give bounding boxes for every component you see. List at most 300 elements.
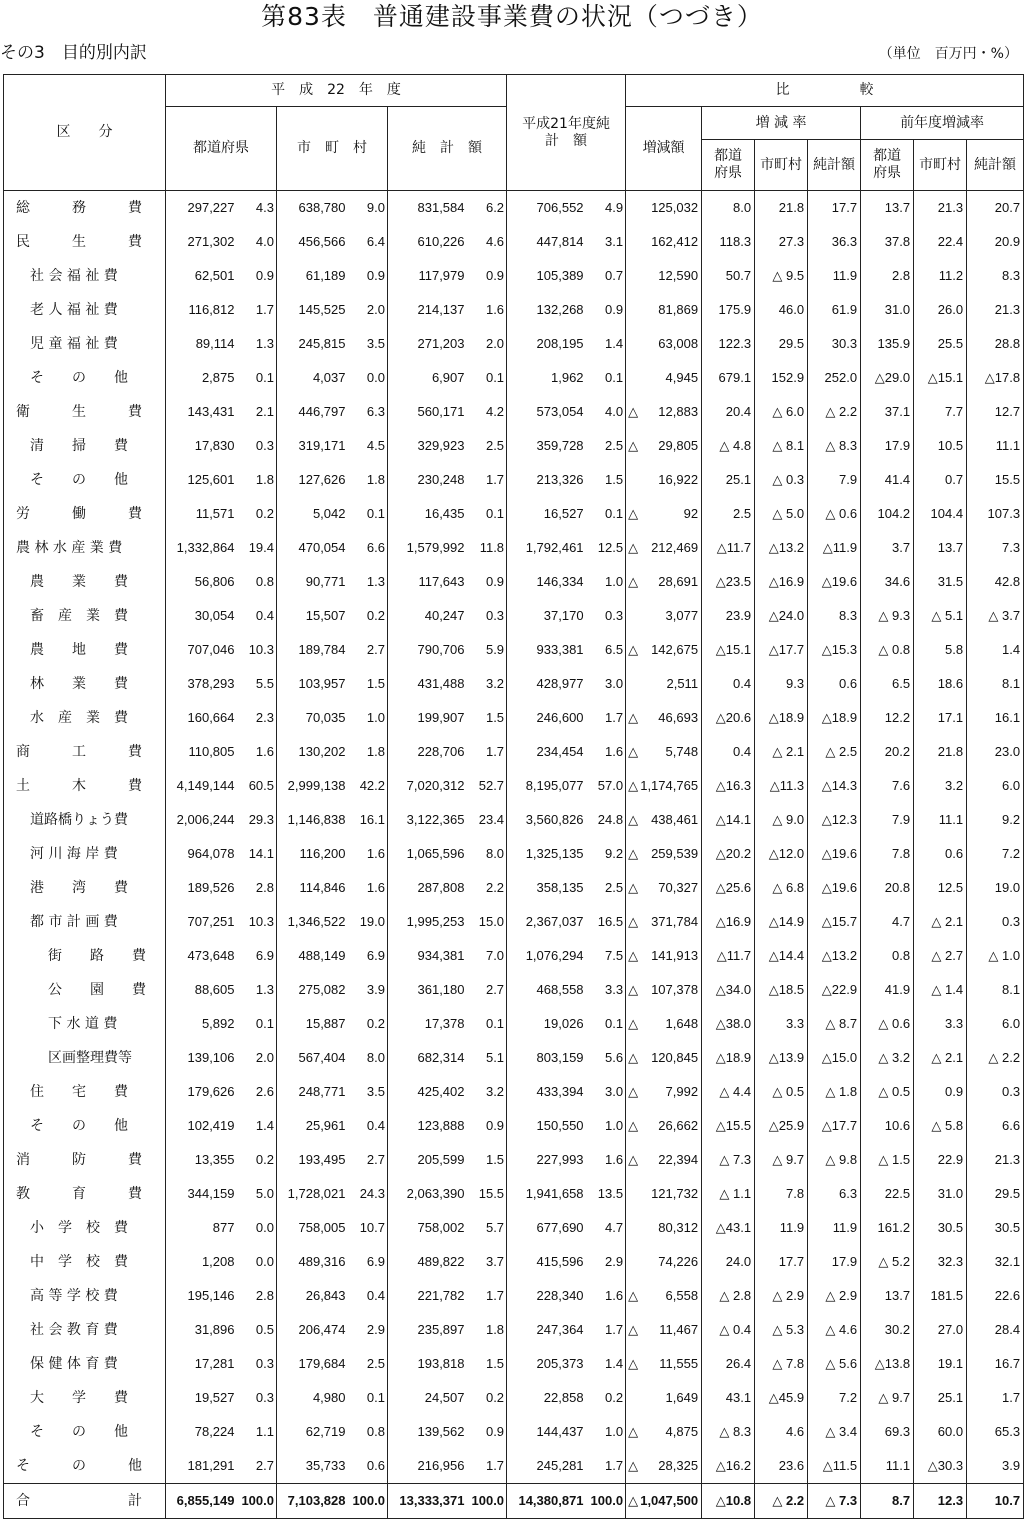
change-amount: 142,675 xyxy=(640,633,702,667)
rate-net: 0.6 xyxy=(808,667,861,701)
muni-amount: 5,042 xyxy=(312,506,346,521)
prev-pref: 4.7 xyxy=(861,905,914,939)
net-amount: 1,065,596 xyxy=(406,846,465,861)
rate-pref: △20.6 xyxy=(702,701,755,735)
rate-pref: △ 2.8 xyxy=(702,1279,755,1313)
pref-share: 19.4 xyxy=(238,531,277,565)
h21-amount: 1,325,135 xyxy=(525,846,584,861)
change-sign xyxy=(626,1211,640,1245)
rate-pref: △34.0 xyxy=(702,973,755,1007)
h21-share: 7.5 xyxy=(587,939,626,973)
h21-share: 4.9 xyxy=(587,191,626,226)
rate-pref: △ 4.4 xyxy=(702,1075,755,1109)
pref-amount: 102,419 xyxy=(187,1118,235,1133)
net-amount: 6,907 xyxy=(431,370,465,385)
pref-share: 2.1 xyxy=(238,395,277,429)
pref-amount: 62,501 xyxy=(194,268,235,283)
h21-share: 4.7 xyxy=(587,1211,626,1245)
prev-muni: 0.6 xyxy=(914,837,967,871)
pref-share: 0.0 xyxy=(238,1245,277,1279)
prev-muni: 25.1 xyxy=(914,1381,967,1415)
rate-net: △18.9 xyxy=(808,701,861,735)
rate-net: 17.7 xyxy=(808,191,861,226)
net-share: 5.9 xyxy=(468,633,507,667)
prev-net: 8.1 xyxy=(967,973,1024,1007)
change-amount: 1,649 xyxy=(640,1381,702,1415)
row-label: 農 業 費 xyxy=(4,565,166,599)
table-subtitle: その3 目的別内訳 xyxy=(0,43,147,63)
header-prev-muni: 市町村 xyxy=(914,140,967,191)
change-amount: 125,032 xyxy=(640,191,702,226)
muni-amount: 35,733 xyxy=(305,1458,346,1473)
rate-muni: △14.4 xyxy=(755,939,808,973)
change-sign: △ xyxy=(628,778,639,793)
net-amount: 235,897 xyxy=(417,1322,465,1337)
prev-pref: 17.9 xyxy=(861,429,914,463)
h21-share: 0.1 xyxy=(587,361,626,395)
change-sign: △ xyxy=(628,1458,639,1473)
change-sign: △ xyxy=(628,574,639,589)
muni-amount: 2,999,138 xyxy=(287,778,346,793)
rate-net: △22.9 xyxy=(808,973,861,1007)
rate-net: 11.9 xyxy=(808,259,861,293)
pref-amount: 2,875 xyxy=(201,370,235,385)
muni-share: 0.2 xyxy=(349,1007,388,1041)
pref-amount: 297,227 xyxy=(187,200,235,215)
pref-share: 1.3 xyxy=(238,973,277,1007)
prev-muni: 18.6 xyxy=(914,667,967,701)
prev-muni: △ 2.1 xyxy=(914,1041,967,1075)
pref-share: 1.8 xyxy=(238,463,277,497)
net-amount: 790,706 xyxy=(417,642,465,657)
prev-net: 1.4 xyxy=(967,633,1024,667)
rate-muni: △ 8.1 xyxy=(755,429,808,463)
rate-muni: △17.7 xyxy=(755,633,808,667)
h21-amount: 2,367,037 xyxy=(525,914,584,929)
prev-net: 0.3 xyxy=(967,1075,1024,1109)
pref-amount: 17,281 xyxy=(194,1356,235,1371)
net-share: 0.9 xyxy=(468,1109,507,1143)
prev-net: 107.3 xyxy=(967,497,1024,531)
pref-share: 10.3 xyxy=(238,633,277,667)
h21-amount: 8,195,077 xyxy=(525,778,584,793)
table-row xyxy=(4,633,1024,667)
change-amount: 81,869 xyxy=(640,293,702,327)
net-amount: 610,226 xyxy=(417,234,465,249)
prev-net: 8.1 xyxy=(967,667,1024,701)
h21-amount: 213,326 xyxy=(536,472,584,487)
muni-share: 0.1 xyxy=(349,497,388,531)
change-sign: △ xyxy=(628,1322,639,1337)
rate-muni: △ 6.8 xyxy=(755,871,808,905)
net-amount: 425,402 xyxy=(417,1084,465,1099)
rate-muni: 17.7 xyxy=(755,1245,808,1279)
rate-muni: 9.3 xyxy=(755,667,808,701)
header-change: 増減額 xyxy=(626,107,702,191)
rate-net: △19.6 xyxy=(808,837,861,871)
prev-net: 22.6 xyxy=(967,1279,1024,1313)
net-amount: 2,063,390 xyxy=(406,1186,465,1201)
rate-net: △ 8.3 xyxy=(808,429,861,463)
row-label: 合 計 xyxy=(4,1484,166,1519)
net-amount: 271,203 xyxy=(417,336,465,351)
change-amount: 107,378 xyxy=(640,973,702,1007)
prev-pref: △ 9.7 xyxy=(861,1381,914,1415)
rate-net: △15.0 xyxy=(808,1041,861,1075)
pref-share: 0.1 xyxy=(238,361,277,395)
net-amount: 431,488 xyxy=(417,676,465,691)
table-row xyxy=(4,1245,1024,1279)
change-amount: 16,922 xyxy=(640,463,702,497)
change-sign: △ xyxy=(626,1484,640,1519)
rate-net: △11.5 xyxy=(808,1449,861,1484)
change-sign: △ xyxy=(628,1356,639,1371)
net-amount: 24,507 xyxy=(424,1390,465,1405)
change-amount: 438,461 xyxy=(640,803,702,837)
pref-share: 1.7 xyxy=(238,293,277,327)
change-amount: 1,047,500 xyxy=(640,1484,702,1519)
prev-net: 42.8 xyxy=(967,565,1024,599)
change-sign: △ xyxy=(628,438,639,453)
total-row xyxy=(4,1484,1024,1519)
change-amount: 26,662 xyxy=(640,1109,702,1143)
header-muni: 市 町 村 xyxy=(277,107,388,191)
h21-amount: 428,977 xyxy=(536,676,584,691)
net-amount: 228,706 xyxy=(417,744,465,759)
muni-share: 6.9 xyxy=(349,1245,388,1279)
row-label: 小 学 校 費 xyxy=(4,1211,166,1245)
h21-share: 0.3 xyxy=(587,599,626,633)
prev-net: 32.1 xyxy=(967,1245,1024,1279)
prev-net: 20.7 xyxy=(967,191,1024,226)
net-amount: 1,579,992 xyxy=(406,540,465,555)
h21-share: 5.6 xyxy=(587,1041,626,1075)
change-amount: 371,784 xyxy=(640,905,702,939)
rate-muni: △ 0.5 xyxy=(755,1075,808,1109)
h21-share: 0.1 xyxy=(587,1007,626,1041)
prev-pref: 3.7 xyxy=(861,531,914,565)
net-amount: 361,180 xyxy=(417,982,465,997)
rate-net: △ 9.8 xyxy=(808,1143,861,1177)
rate-muni: △12.0 xyxy=(755,837,808,871)
muni-amount: 70,035 xyxy=(305,710,346,725)
muni-amount: 26,843 xyxy=(305,1288,346,1303)
net-amount: 123,888 xyxy=(417,1118,465,1133)
prev-pref: △ 5.2 xyxy=(861,1245,914,1279)
header-compare: 比 較 xyxy=(626,75,1024,107)
h21-amount: 1,962 xyxy=(551,370,584,385)
change-sign xyxy=(626,1381,640,1415)
rate-pref: 24.0 xyxy=(702,1245,755,1279)
rate-net: △17.7 xyxy=(808,1109,861,1143)
table-row xyxy=(4,395,1024,429)
change-amount: 2,511 xyxy=(640,667,702,701)
muni-share: 0.2 xyxy=(349,599,388,633)
header-prev-rate: 前年度増減率 xyxy=(861,107,1024,140)
change-amount: 1,174,765 xyxy=(640,769,702,803)
row-label: 老 人 福 祉 費 xyxy=(4,293,166,327)
prev-pref: 34.6 xyxy=(861,565,914,599)
rate-net: 30.3 xyxy=(808,327,861,361)
prev-net: 7.2 xyxy=(967,837,1024,871)
prev-pref: △29.0 xyxy=(861,361,914,395)
rate-net: △ 8.7 xyxy=(808,1007,861,1041)
row-label: 教 育 費 xyxy=(4,1177,166,1211)
muni-share: 2.7 xyxy=(349,1143,388,1177)
budget-table xyxy=(3,74,1024,1519)
prev-muni: 11.1 xyxy=(914,803,967,837)
rate-muni: △ 2.1 xyxy=(755,735,808,769)
row-label: そ の 他 xyxy=(4,361,166,395)
muni-share: 3.9 xyxy=(349,973,388,1007)
rate-pref: △16.3 xyxy=(702,769,755,803)
rate-muni: △ 2.2 xyxy=(755,1484,808,1519)
pref-share: 0.8 xyxy=(238,565,277,599)
net-share: 1.5 xyxy=(468,1143,507,1177)
change-sign: △ xyxy=(628,982,639,997)
rate-muni: 4.6 xyxy=(755,1415,808,1449)
pref-share: 2.0 xyxy=(238,1041,277,1075)
rate-pref: △15.1 xyxy=(702,633,755,667)
table-row xyxy=(4,225,1024,259)
rate-net: 252.0 xyxy=(808,361,861,395)
prev-net: 28.8 xyxy=(967,327,1024,361)
net-share: 1.7 xyxy=(468,463,507,497)
table-row xyxy=(4,429,1024,463)
muni-share: 0.9 xyxy=(349,259,388,293)
change-sign xyxy=(626,191,640,226)
pref-share: 0.9 xyxy=(238,259,277,293)
rate-muni: △ 9.5 xyxy=(755,259,808,293)
pref-amount: 125,601 xyxy=(187,472,235,487)
net-amount: 16,435 xyxy=(424,506,465,521)
h21-amount: 447,814 xyxy=(536,234,584,249)
muni-amount: 25,961 xyxy=(305,1118,346,1133)
change-amount: 212,469 xyxy=(640,531,702,565)
prev-net: 28.4 xyxy=(967,1313,1024,1347)
change-amount: 92 xyxy=(640,497,702,531)
change-amount: 11,555 xyxy=(640,1347,702,1381)
table-row xyxy=(4,905,1024,939)
table-row xyxy=(4,259,1024,293)
rate-pref: 118.3 xyxy=(702,225,755,259)
muni-share: 10.7 xyxy=(349,1211,388,1245)
row-label: 下 水 道 費 xyxy=(4,1007,166,1041)
change-amount: 7,992 xyxy=(640,1075,702,1109)
rate-muni: 29.5 xyxy=(755,327,808,361)
table-row xyxy=(4,1279,1024,1313)
table-row xyxy=(4,1449,1024,1484)
muni-amount: 90,771 xyxy=(305,574,346,589)
muni-share: 0.6 xyxy=(349,1449,388,1484)
pref-amount: 56,806 xyxy=(194,574,235,589)
prev-muni: 3.3 xyxy=(914,1007,967,1041)
table-row xyxy=(4,1347,1024,1381)
muni-share: 8.0 xyxy=(349,1041,388,1075)
prev-muni: 0.7 xyxy=(914,463,967,497)
net-share: 1.7 xyxy=(468,1449,507,1484)
change-sign: △ xyxy=(628,744,639,759)
prev-pref: 10.6 xyxy=(861,1109,914,1143)
prev-net: △ 1.0 xyxy=(967,939,1024,973)
h21-amount: 132,268 xyxy=(536,302,584,317)
header-h21: 平成21年度純 計 額 xyxy=(507,75,626,191)
prev-pref: 13.7 xyxy=(861,191,914,226)
rate-net: △12.3 xyxy=(808,803,861,837)
net-share: 2.2 xyxy=(468,871,507,905)
pref-share: 0.2 xyxy=(238,1143,277,1177)
rate-muni: 46.0 xyxy=(755,293,808,327)
muni-amount: 15,507 xyxy=(305,608,346,623)
rate-pref: 50.7 xyxy=(702,259,755,293)
pref-amount: 344,159 xyxy=(187,1186,235,1201)
muni-amount: 758,005 xyxy=(298,1220,346,1235)
prev-pref: 0.8 xyxy=(861,939,914,973)
pref-share: 29.3 xyxy=(238,803,277,837)
rate-muni: △24.0 xyxy=(755,599,808,633)
net-share: 0.1 xyxy=(468,361,507,395)
net-share: 15.5 xyxy=(468,1177,507,1211)
h21-amount: 234,454 xyxy=(536,744,584,759)
prev-muni: 32.3 xyxy=(914,1245,967,1279)
muni-amount: 62,719 xyxy=(305,1424,346,1439)
row-label: 社 会 教 育 費 xyxy=(4,1313,166,1347)
muni-amount: 319,171 xyxy=(298,438,346,453)
net-amount: 934,381 xyxy=(417,948,465,963)
net-amount: 117,643 xyxy=(418,574,465,589)
header-rate-muni: 市町村 xyxy=(755,140,808,191)
net-amount: 17,378 xyxy=(424,1016,465,1031)
net-amount: 489,822 xyxy=(417,1254,465,1269)
rate-pref: 26.4 xyxy=(702,1347,755,1381)
prev-net: △17.8 xyxy=(967,361,1024,395)
net-amount: 199,907 xyxy=(417,710,465,725)
prev-muni: 22.4 xyxy=(914,225,967,259)
header-pref: 都道府県 xyxy=(166,107,277,191)
net-share: 11.8 xyxy=(468,531,507,565)
table-row xyxy=(4,599,1024,633)
pref-share: 1.4 xyxy=(238,1109,277,1143)
rate-net: △ 5.6 xyxy=(808,1347,861,1381)
rate-muni: 3.3 xyxy=(755,1007,808,1041)
table-row xyxy=(4,1211,1024,1245)
h21-amount: 205,373 xyxy=(536,1356,584,1371)
header-rate-net: 純計額 xyxy=(808,140,861,191)
rate-muni: △ 9.0 xyxy=(755,803,808,837)
muni-amount: 456,566 xyxy=(298,234,346,249)
net-share: 3.2 xyxy=(468,667,507,701)
row-label: 高 等 学 校 費 xyxy=(4,1279,166,1313)
rate-muni: △45.9 xyxy=(755,1381,808,1415)
prev-pref: 7.6 xyxy=(861,769,914,803)
net-share: 4.2 xyxy=(468,395,507,429)
muni-amount: 103,957 xyxy=(298,676,346,691)
pref-share: 2.7 xyxy=(238,1449,277,1484)
h21-share: 13.5 xyxy=(587,1177,626,1211)
rate-pref: 43.1 xyxy=(702,1381,755,1415)
prev-net: 1.7 xyxy=(967,1381,1024,1415)
change-sign: △ xyxy=(628,540,639,555)
muni-share: 1.8 xyxy=(349,735,388,769)
prev-pref: △ 0.6 xyxy=(861,1007,914,1041)
prev-muni: 25.5 xyxy=(914,327,967,361)
table-row xyxy=(4,1007,1024,1041)
prev-muni: △15.1 xyxy=(914,361,967,395)
pref-amount: 271,302 xyxy=(187,234,235,249)
rate-muni: △ 0.3 xyxy=(755,463,808,497)
pref-amount: 89,114 xyxy=(195,336,235,351)
pref-share: 14.1 xyxy=(238,837,277,871)
prev-net: 11.1 xyxy=(967,429,1024,463)
rate-net: △ 1.8 xyxy=(808,1075,861,1109)
change-sign xyxy=(626,667,640,701)
rate-pref: △ 0.4 xyxy=(702,1313,755,1347)
h21-share: 1.6 xyxy=(587,1143,626,1177)
h21-share: 0.1 xyxy=(587,497,626,531)
header-net: 純 計 額 xyxy=(388,107,507,191)
pref-amount: 30,054 xyxy=(194,608,235,623)
prev-pref: 41.9 xyxy=(861,973,914,1007)
prev-net: 9.2 xyxy=(967,803,1024,837)
muni-share: 1.8 xyxy=(349,463,388,497)
change-sign xyxy=(626,463,640,497)
net-amount: 40,247 xyxy=(424,608,465,623)
row-label: 畜 産 業 費 xyxy=(4,599,166,633)
rate-muni: △ 7.8 xyxy=(755,1347,808,1381)
h21-share: 0.7 xyxy=(587,259,626,293)
table-row xyxy=(4,1041,1024,1075)
rate-pref: 0.4 xyxy=(702,735,755,769)
h21-amount: 468,558 xyxy=(536,982,584,997)
change-amount: 141,913 xyxy=(640,939,702,973)
prev-net: 6.6 xyxy=(967,1109,1024,1143)
prev-muni: 31.5 xyxy=(914,565,967,599)
prev-net: 15.5 xyxy=(967,463,1024,497)
rate-net: 7.2 xyxy=(808,1381,861,1415)
h21-share: 100.0 xyxy=(587,1484,626,1519)
pref-amount: 6,855,149 xyxy=(166,1484,238,1519)
rate-muni: △18.5 xyxy=(755,973,808,1007)
h21-share: 1.7 xyxy=(587,1449,626,1484)
rate-pref: △23.5 xyxy=(702,565,755,599)
table-row xyxy=(4,565,1024,599)
table-row xyxy=(4,973,1024,1007)
rate-pref: △ 4.8 xyxy=(702,429,755,463)
h21-share: 2.9 xyxy=(587,1245,626,1279)
row-label: 消 防 費 xyxy=(4,1143,166,1177)
prev-muni: 27.0 xyxy=(914,1313,967,1347)
rate-pref: △25.6 xyxy=(702,871,755,905)
change-sign: △ xyxy=(628,1152,639,1167)
h21-share: 0.9 xyxy=(587,293,626,327)
row-label: 総 務 費 xyxy=(4,191,166,226)
h21-amount: 227,993 xyxy=(536,1152,584,1167)
muni-share: 0.4 xyxy=(349,1279,388,1313)
net-amount: 139,562 xyxy=(417,1424,465,1439)
header-kubun: 区 分 xyxy=(4,75,166,191)
prev-muni: 26.0 xyxy=(914,293,967,327)
net-amount: 682,314 xyxy=(417,1050,465,1065)
prev-pref: 11.1 xyxy=(861,1449,914,1484)
pref-amount: 110,805 xyxy=(188,744,235,759)
h21-share: 3.0 xyxy=(587,667,626,701)
prev-net: 7.3 xyxy=(967,531,1024,565)
table-row xyxy=(4,531,1024,565)
pref-share: 2.6 xyxy=(238,1075,277,1109)
pref-share: 0.2 xyxy=(238,497,277,531)
muni-amount: 638,780 xyxy=(298,200,346,215)
rate-muni: △25.9 xyxy=(755,1109,808,1143)
